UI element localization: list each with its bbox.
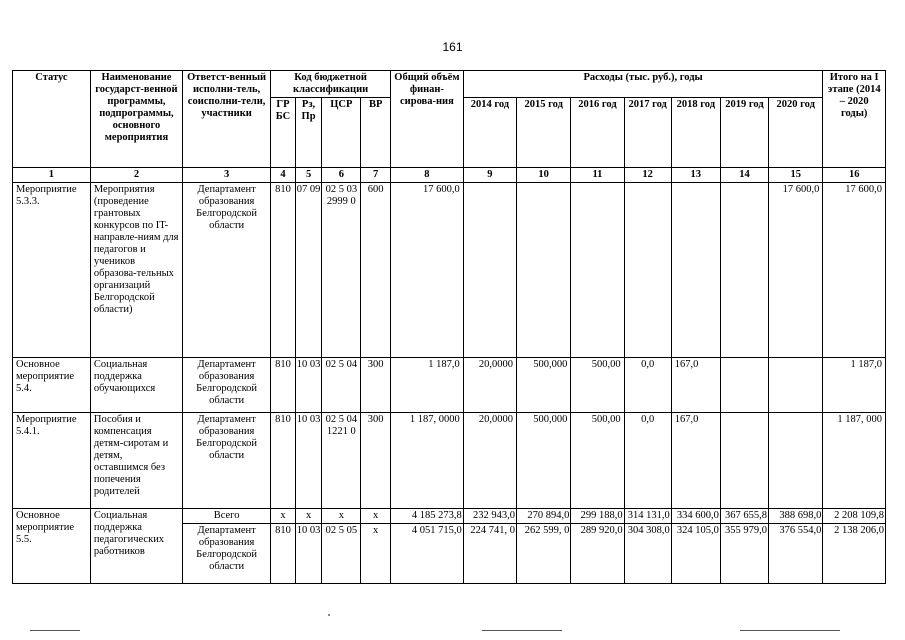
row-2014: 20,0000 xyxy=(463,358,516,413)
row-stage-total: 17 600,0 xyxy=(823,183,886,358)
header-budget-code: Код бюджетной классификации xyxy=(271,71,391,98)
row-name: Мероприятия (проведение грантовых конкурсов по IT-направле-ниям для педагогов и учеников образова-тельных организаций Белгородской области) xyxy=(90,183,182,358)
row-csr: 02 5 04 1221 0 xyxy=(322,413,361,509)
row-status: Мероприятие 5.4.1. xyxy=(13,413,91,509)
row-total: 4 185 273,8 xyxy=(391,509,464,524)
row-2016: 299 188,0 xyxy=(571,509,624,524)
col-num: 12 xyxy=(624,168,671,183)
col-num: 1 xyxy=(13,168,91,183)
row-csr: х xyxy=(322,509,361,524)
row-2020 xyxy=(769,358,823,413)
row-2018: 167,0 xyxy=(671,413,720,509)
col-num: 13 xyxy=(671,168,720,183)
row-2019 xyxy=(720,183,768,358)
header-csr: ЦСР xyxy=(322,98,361,168)
header-responsible: Ответст-венный исполни-тель, соисполни-тели, участники xyxy=(183,71,271,168)
row-2018: 334 600,0 xyxy=(671,509,720,524)
row-stage-total: 1 187,0 xyxy=(823,358,886,413)
header-grbs: ГР БС xyxy=(271,98,296,168)
row-rzpr: 10 03 xyxy=(295,358,322,413)
row-name: Пособия и компенсация детям-сиротам и детям, оставшимся без попечения родителей xyxy=(90,413,182,509)
row-2018 xyxy=(671,183,720,358)
header-stage-total: Итого на I этапе (2014 – 2020 годы) xyxy=(823,71,886,168)
row-vr: 600 xyxy=(361,183,391,358)
row-total: 1 187,0 xyxy=(391,358,464,413)
row-2014: 224 741, 0 xyxy=(463,524,516,584)
row-2018: 167,0 xyxy=(671,358,720,413)
table-row xyxy=(13,183,886,358)
header-year-2017: 2017 год xyxy=(624,98,671,168)
row-2019 xyxy=(720,358,768,413)
row-name: Социальная поддержка обучающихся xyxy=(90,358,182,413)
scan-mark xyxy=(328,614,330,616)
row-vr: х xyxy=(361,524,391,584)
header-vr: ВР xyxy=(361,98,391,168)
row-grbs: 810 xyxy=(271,183,296,358)
column-number-row xyxy=(13,168,886,183)
header-year-2016: 2016 год xyxy=(571,98,624,168)
page-number: 161 xyxy=(442,40,463,54)
row-2018: 324 105,0 xyxy=(671,524,720,584)
row-2016: 289 920,0 xyxy=(571,524,624,584)
row-2020: 376 554,0 xyxy=(769,524,823,584)
row-2014: 232 943,0 xyxy=(463,509,516,524)
row-2017 xyxy=(624,183,671,358)
col-num: 14 xyxy=(720,168,768,183)
row-status: Основное мероприятие 5.4. xyxy=(13,358,91,413)
header-rzpr: Рз, Пр xyxy=(295,98,322,168)
row-2017: 314 131,0 xyxy=(624,509,671,524)
row-rzpr: 10 03 xyxy=(295,413,322,509)
col-num: 8 xyxy=(391,168,464,183)
row-grbs: х xyxy=(271,509,296,524)
row-2016: 500,00 xyxy=(571,413,624,509)
row-vr: 300 xyxy=(361,413,391,509)
col-num: 10 xyxy=(517,168,571,183)
col-num: 11 xyxy=(571,168,624,183)
header-year-2014: 2014 год xyxy=(463,98,516,168)
row-stage-total: 2 138 206,0 xyxy=(823,524,886,584)
header-expenses: Расходы (тыс. руб.), годы xyxy=(463,71,823,98)
row-2014 xyxy=(463,183,516,358)
row-vr: 300 xyxy=(361,358,391,413)
row-2020: 17 600,0 xyxy=(769,183,823,358)
header-year-2015: 2015 год xyxy=(517,98,571,168)
row-2015 xyxy=(517,183,571,358)
col-num: 9 xyxy=(463,168,516,183)
row-grbs: 810 xyxy=(271,413,296,509)
row-total: 1 187, 0000 xyxy=(391,413,464,509)
header-status: Статус xyxy=(13,71,91,168)
col-num: 2 xyxy=(90,168,182,183)
row-rzpr: 10 03 xyxy=(295,524,322,584)
row-responsible: Всего xyxy=(183,509,271,524)
table-row xyxy=(13,509,886,524)
row-2017: 0,0 xyxy=(624,358,671,413)
row-2020: 388 698,0 xyxy=(769,509,823,524)
row-stage-total: 2 208 109,8 xyxy=(823,509,886,524)
col-num: 5 xyxy=(295,168,322,183)
col-num: 16 xyxy=(823,168,886,183)
row-2015: 270 894,0 xyxy=(517,509,571,524)
row-responsible: Департамент образования Белгородской области xyxy=(183,524,271,584)
row-status: Основное мероприятие 5.5. xyxy=(13,509,91,584)
row-csr: 02 5 03 2999 0 xyxy=(322,183,361,358)
row-responsible: Департамент образования Белгородской области xyxy=(183,358,271,413)
row-2015: 262 599, 0 xyxy=(517,524,571,584)
row-2016: 500,00 xyxy=(571,358,624,413)
row-2019: 367 655,8 xyxy=(720,509,768,524)
row-stage-total: 1 187, 000 xyxy=(823,413,886,509)
row-2020 xyxy=(769,413,823,509)
row-csr: 02 5 04 xyxy=(322,358,361,413)
header-year-2018: 2018 год xyxy=(671,98,720,168)
row-2015: 500,000 xyxy=(517,413,571,509)
table-row xyxy=(13,358,886,413)
row-2017: 0,0 xyxy=(624,413,671,509)
row-rzpr: 07 09 xyxy=(295,183,322,358)
row-2019: 355 979,0 xyxy=(720,524,768,584)
row-rzpr: х xyxy=(295,509,322,524)
header-name: Наименование государст-венной программы, подпрограммы, основного мероприятия xyxy=(90,71,182,168)
table-row xyxy=(13,413,886,509)
col-num: 7 xyxy=(361,168,391,183)
scan-line xyxy=(482,630,562,631)
col-num: 3 xyxy=(183,168,271,183)
row-grbs: 810 xyxy=(271,358,296,413)
row-name: Социальная поддержка педагогических работников xyxy=(90,509,182,584)
row-responsible: Департамент образования Белгородской области xyxy=(183,183,271,358)
row-total: 4 051 715,0 xyxy=(391,524,464,584)
budget-table xyxy=(12,70,886,584)
col-num: 15 xyxy=(769,168,823,183)
row-grbs: 810 xyxy=(271,524,296,584)
row-vr: х xyxy=(361,509,391,524)
row-2016 xyxy=(571,183,624,358)
col-num: 6 xyxy=(322,168,361,183)
row-2015: 500,000 xyxy=(517,358,571,413)
row-csr: 02 5 05 xyxy=(322,524,361,584)
header-total-volume: Общий объём финан-сирова-ния xyxy=(391,71,464,168)
row-total: 17 600,0 xyxy=(391,183,464,358)
row-2017: 304 308,0 xyxy=(624,524,671,584)
row-2014: 20,0000 xyxy=(463,413,516,509)
row-2019 xyxy=(720,413,768,509)
scan-line xyxy=(30,630,80,631)
row-responsible: Департамент образования Белгородской области xyxy=(183,413,271,509)
col-num: 4 xyxy=(271,168,296,183)
header-year-2020: 2020 год xyxy=(769,98,823,168)
header-year-2019: 2019 год xyxy=(720,98,768,168)
scan-line xyxy=(740,630,840,631)
row-status: Мероприятие 5.3.3. xyxy=(13,183,91,358)
